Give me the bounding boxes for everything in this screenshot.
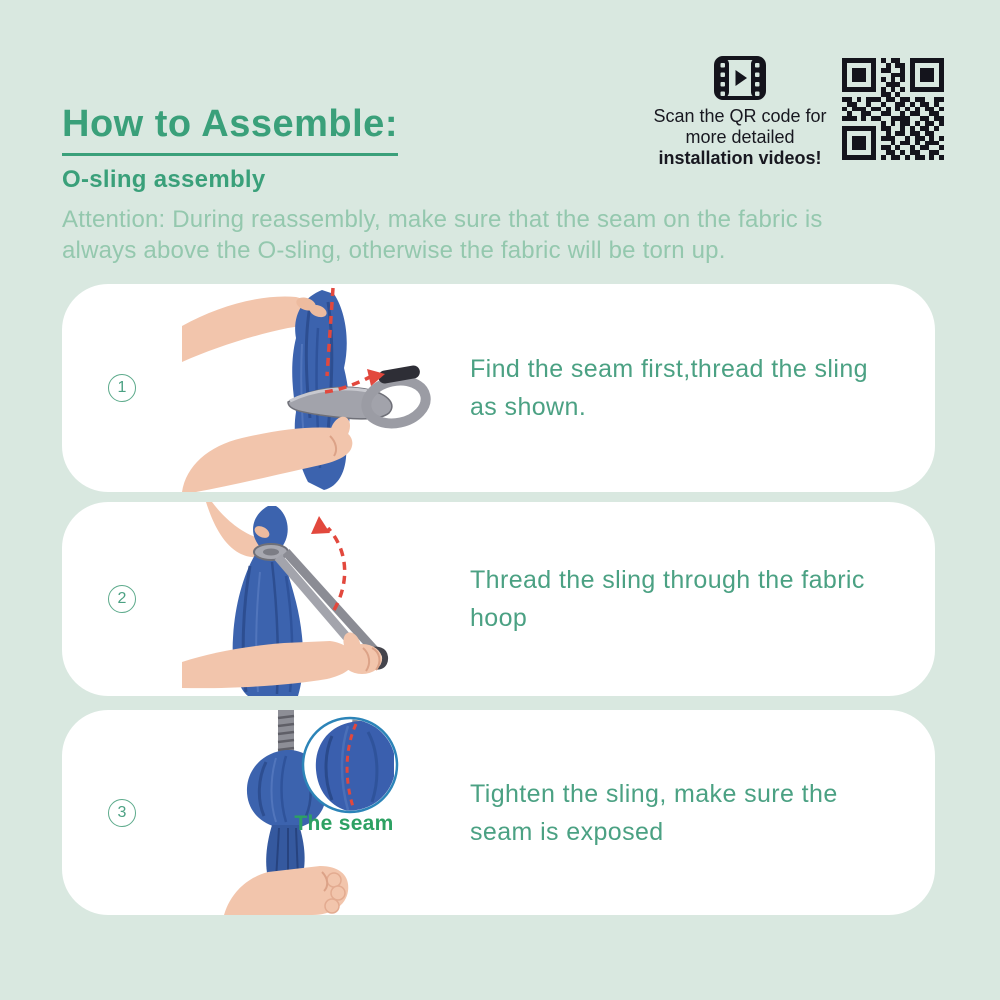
qr-text-line-3: installation videos! <box>658 148 822 168</box>
step3-text-line-2: seam is exposed <box>470 817 664 846</box>
step-number-badge: 1 <box>108 374 136 402</box>
attention-line-1: Attention: During reassembly, make sure that the seam on the fabric is <box>62 206 823 233</box>
step-card-3 <box>62 710 935 915</box>
step-number-badge: 3 <box>108 799 136 827</box>
step-card-1 <box>62 284 935 492</box>
step2-text-line-1: Thread the sling through the fabric <box>470 566 865 594</box>
step-instruction-text <box>470 561 865 637</box>
qr-text-line-2: more detailed <box>685 127 795 147</box>
step3-text-line-1: Tighten the sling, make sure the <box>470 779 838 808</box>
section-subtitle: O-sling assembly <box>62 166 266 193</box>
qr-text-line-1: Scan the QR code for <box>653 106 827 126</box>
step1-text-line-2: as shown. <box>470 393 587 421</box>
step-number-badge: 2 <box>108 585 136 613</box>
seam-callout-label: The seam <box>294 812 394 835</box>
page-title: How to Assemble: <box>62 103 398 156</box>
step2-text-line-2: hoop <box>470 604 528 632</box>
attention-note <box>62 204 823 266</box>
qr-code <box>842 58 944 160</box>
qr-instruction-text <box>648 106 832 169</box>
step-card-2 <box>62 502 935 696</box>
step1-illustration-hands-threading-sling <box>182 284 482 492</box>
video-hint-block <box>648 56 832 169</box>
step-instruction-text <box>470 775 838 851</box>
step1-text-line-1: Find the seam first,thread the sling <box>470 355 868 383</box>
film-video-icon <box>714 56 766 100</box>
step2-illustration-sling-through-hoop <box>182 502 482 696</box>
step-instruction-text <box>470 350 868 426</box>
attention-line-2: always above the O-sling, otherwise the fabric will be torn up. <box>62 237 726 264</box>
